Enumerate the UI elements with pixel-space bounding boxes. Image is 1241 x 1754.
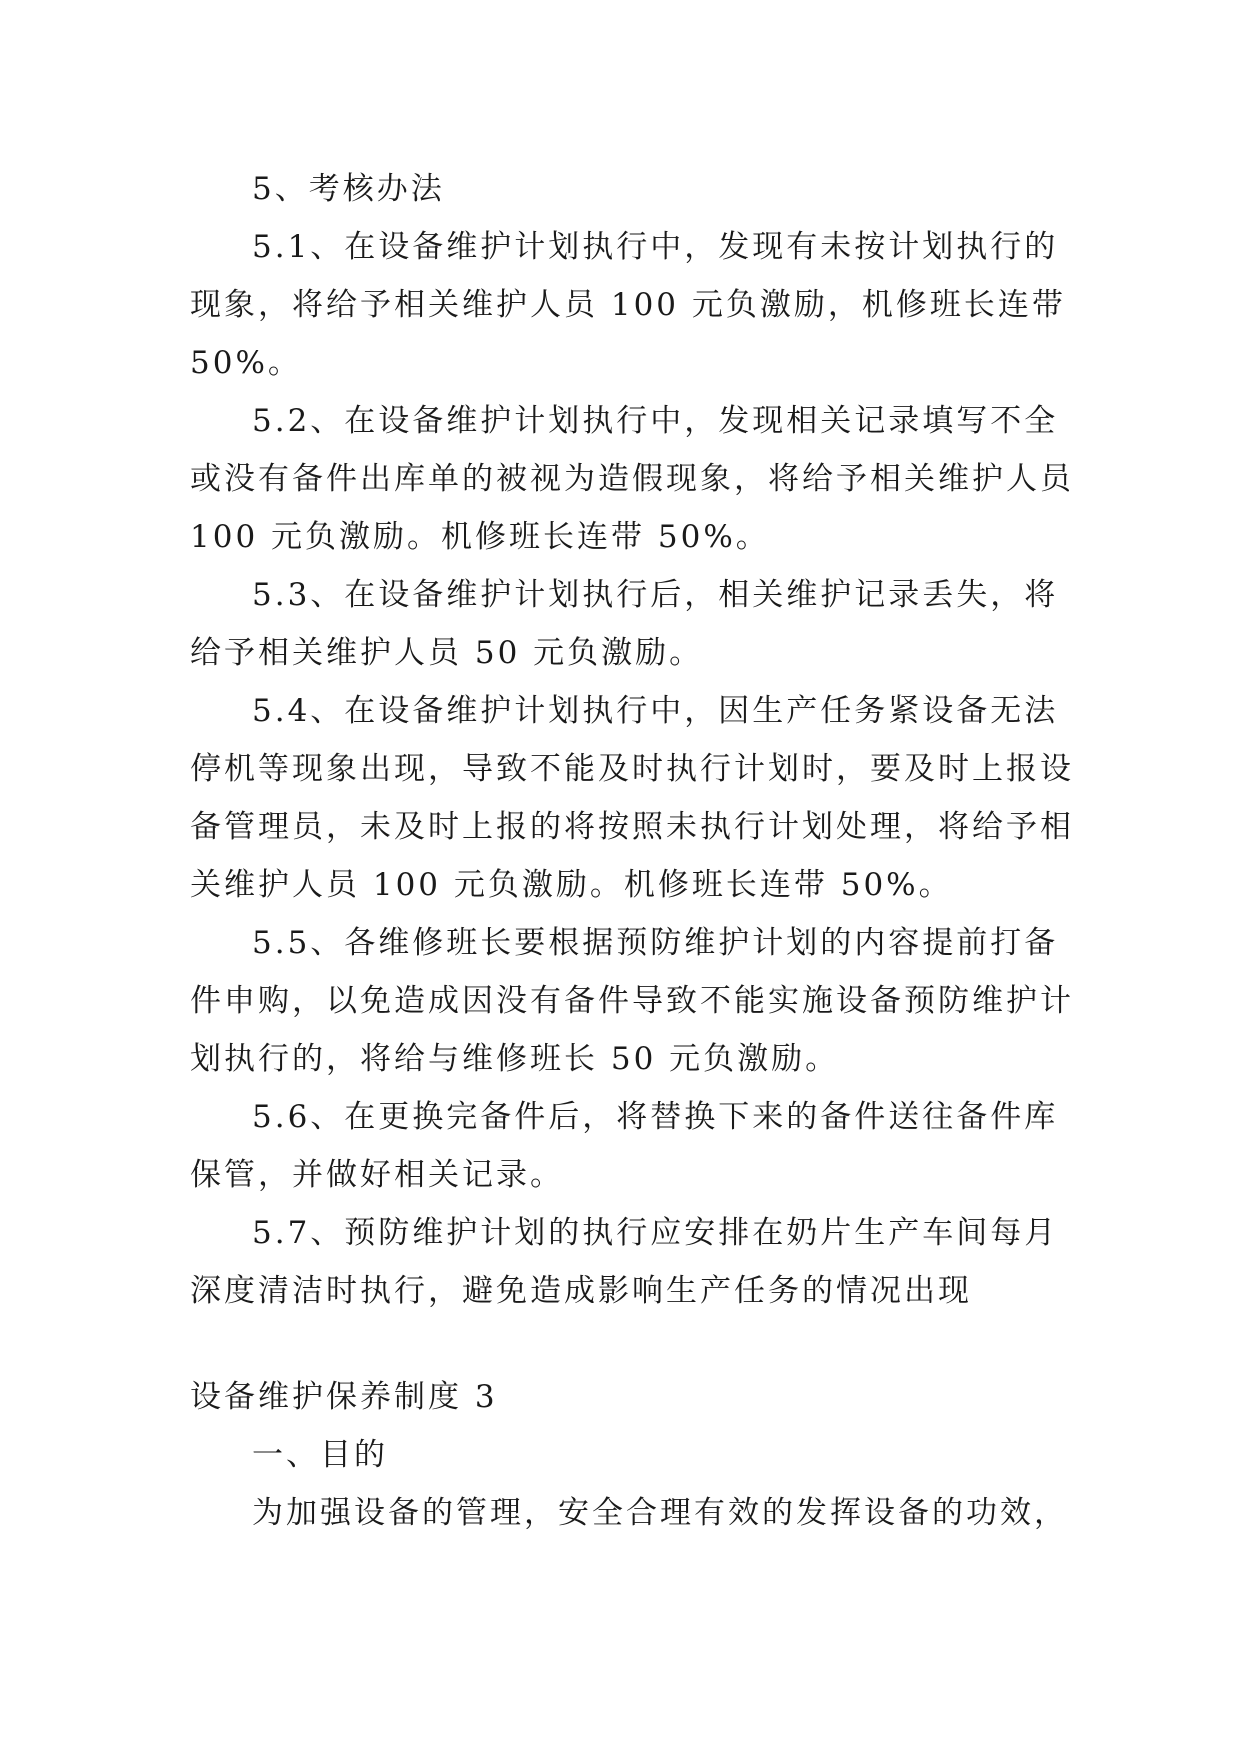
clause-5-2-line-1: 5.2、在设备维护计划执行中，发现相关记录填写不全 [252, 403, 1059, 439]
clause-5-2-line-2: 或没有备件出库单的被视为造假现象，将给予相关维护人员 [190, 461, 1074, 497]
clause-5-7-line-1: 5.7、预防维护计划的执行应安排在奶片生产车间每月 [252, 1215, 1059, 1251]
clause-5-4-line-3: 备管理员，未及时上报的将按照未执行计划处理，将给予相 [190, 809, 1074, 845]
section-heading: 5、考核办法 [252, 171, 445, 207]
clause-5-4-line-4: 关维护人员 100 元负激励。机修班长连带 50%。 [190, 867, 953, 903]
clause-5-1-line-2: 现象，将给予相关维护人员 100 元负激励，机修班长连带 [190, 287, 1066, 323]
clause-5-1-line-1: 5.1、在设备维护计划执行中，发现有未按计划执行的 [252, 229, 1059, 265]
clause-5-1-line-3: 50%。 [190, 345, 302, 381]
clause-5-4-line-1: 5.4、在设备维护计划执行中，因生产任务紧设备无法 [252, 693, 1059, 729]
purpose-text-line-1: 为加强设备的管理，安全合理有效的发挥设备的功效， [252, 1495, 1068, 1531]
clause-5-6-line-1: 5.6、在更换完备件后，将替换下来的备件送往备件库 [252, 1099, 1059, 1135]
clause-5-7-line-2: 深度清洁时执行，避免造成影响生产任务的情况出现 [190, 1273, 972, 1309]
document-title: 设备维护保养制度 3 [190, 1379, 498, 1415]
clause-5-3-line-1: 5.3、在设备维护计划执行后，相关维护记录丢失，将 [252, 577, 1059, 613]
clause-5-5-line-2: 件申购，以免造成因没有备件导致不能实施设备预防维护计 [190, 983, 1074, 1019]
document-page [190, 160, 1074, 1542]
clause-5-6-line-2: 保管，并做好相关记录。 [190, 1157, 564, 1193]
clause-5-2-line-3: 100 元负激励。机修班长连带 50%。 [190, 519, 770, 555]
purpose-heading: 一、目的 [252, 1437, 388, 1473]
clause-5-5-line-1: 5.5、各维修班长要根据预防维护计划的内容提前打备 [252, 925, 1059, 961]
clause-5-3-line-2: 给予相关维护人员 50 元负激励。 [190, 635, 704, 671]
clause-5-5-line-3: 划执行的，将给与维修班长 50 元负激励。 [190, 1041, 840, 1077]
clause-5-4-line-2: 停机等现象出现，导致不能及时执行计划时，要及时上报设 [190, 751, 1074, 787]
